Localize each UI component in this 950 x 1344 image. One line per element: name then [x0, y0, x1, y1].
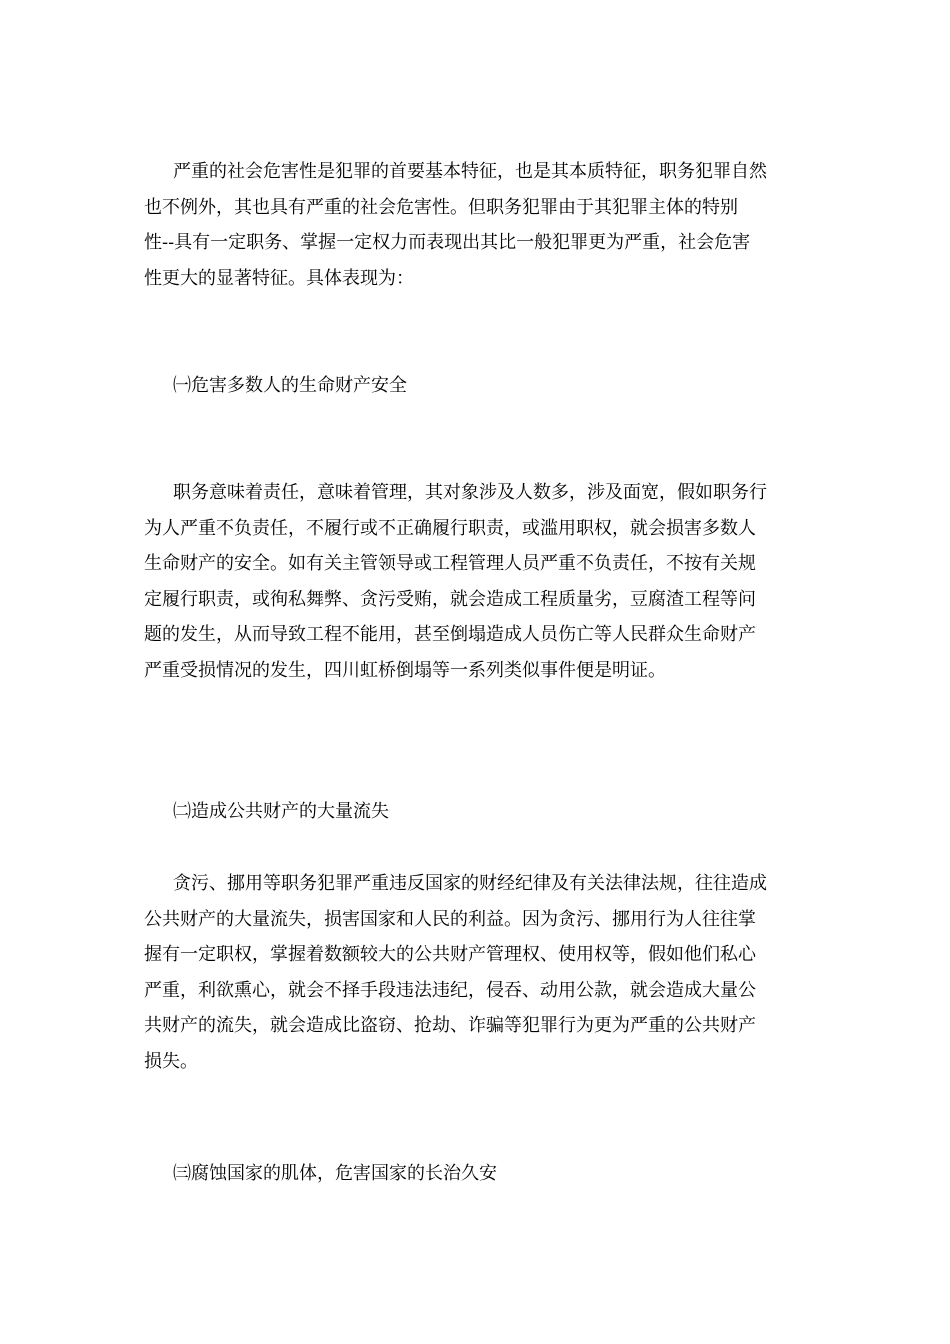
- paragraph-line: 题的发生，从而导致工程不能用，甚至倒塌造成人员伤亡等人民群众生命财产: [144, 624, 756, 645]
- paragraph-line: 职务意味着责任，意味着管理，其对象涉及人数多，涉及面宽，假如职务行: [173, 482, 767, 503]
- paragraph-line: 性--具有一定职务、掌握一定权力而表现出其比一般犯罪更为严重，社会危害: [144, 232, 751, 253]
- paragraph-life-property-safety: [144, 475, 810, 688]
- section-heading-2: ㈡造成公共财产的大量流失: [173, 801, 389, 822]
- paragraph-line: 也不例外，其也具有严重的社会危害性。但职务犯罪由于其犯罪主体的特别: [144, 196, 738, 218]
- paragraph-line: 定履行职责，或徇私舞弊、贪污受贿，就会造成工程质量劣，豆腐渣工程等问: [144, 588, 756, 610]
- paragraph-line: 生命财产的安全。如有关主管领导或工程管理人员严重不负责任，不按有关规: [144, 553, 756, 574]
- paragraph-public-property-loss: [144, 866, 810, 1079]
- paragraph-line: 严重，利欲熏心，就会不择手段违法违纪，侵吞、动用公款，就会造成大量公: [144, 979, 756, 1001]
- section-heading-1: ㈠危害多数人的生命财产安全: [173, 375, 407, 396]
- section-heading-3: ㈢腐蚀国家的肌体，危害国家的长治久安: [173, 1163, 497, 1184]
- paragraph-line: 握有一定职权，掌握着数额较大的公共财产管理权、使用权等，假如他们私心: [144, 944, 756, 965]
- paragraph-line: 严重受损情况的发生，四川虹桥倒塌等一系列类似事件便是明证。: [144, 659, 666, 681]
- paragraph-line: 严重的社会危害性是犯罪的首要基本特征，也是其本质特征，职务犯罪自然: [173, 161, 767, 182]
- paragraph-line: 贪污、挪用等职务犯罪严重违反国家的财经纪律及有关法律法规，往往造成: [173, 873, 767, 894]
- paragraph-line: 共财产的流失，就会造成比盗窃、抢劫、诈骗等犯罪行为更为严重的公共财产: [144, 1015, 756, 1036]
- paragraph-line: 损失。: [144, 1050, 198, 1072]
- paragraph-line: 为人严重不负责任，不履行或不正确履行职责，或滥用职权，就会损害多数人: [144, 517, 756, 539]
- paragraph-line: 公共财产的大量流失，损害国家和人民的利益。因为贪污、挪用行为人往往掌: [144, 908, 756, 930]
- paragraph-line: 性更大的显著特征。具体表现为：: [144, 267, 414, 289]
- paragraph-social-harm-intro: [144, 154, 810, 296]
